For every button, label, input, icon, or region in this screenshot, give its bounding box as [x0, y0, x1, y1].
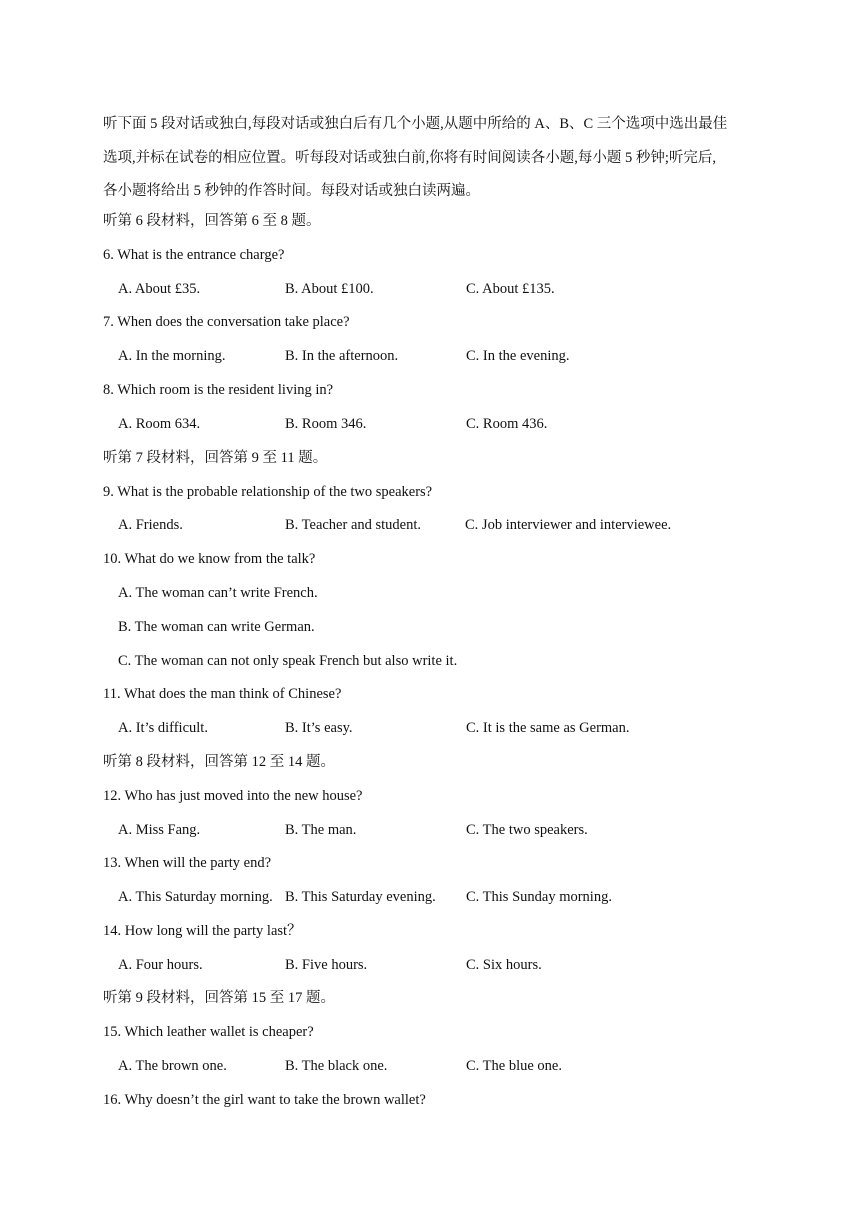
option-a: A. In the morning. [118, 348, 226, 364]
question-7: 7. When does the conversation take place? [103, 314, 350, 330]
option-b: B. The man. [285, 822, 357, 838]
option-a: A. Room 634. [118, 416, 201, 432]
option-c: C. About £135. [466, 281, 555, 297]
option-b: B. About £100. [285, 281, 374, 297]
section-header: 听第 6 段材料，回答第 6 至 8 题。 [103, 213, 321, 229]
question-9: 9. What is the probable relationship of the two speakers? [103, 484, 433, 500]
option-a: A. It’s difficult. [118, 720, 208, 736]
instructions-line: 选项,并标在试卷的相应位置。听每段对话或独白前,你将有时间阅读各小题,每小题 5 秒钟;听完后, [103, 149, 717, 166]
option-c: C. It is the same as German. [466, 720, 630, 736]
question-6: 6. What is the entrance charge? [103, 247, 285, 263]
option-c: C. The two speakers. [466, 822, 588, 838]
question-11: 11. What does the man think of Chinese? [103, 686, 342, 702]
option-c: C. The blue one. [466, 1058, 562, 1074]
option-a: A. The brown one. [118, 1058, 227, 1074]
instructions-line: 听下面 5 段对话或独白,每段对话或独白后有几个小题,从题中所给的 A、B、C 三个选项中选出最佳 [103, 116, 728, 132]
question-14: 14. How long will the party last？ [103, 923, 302, 939]
option-a: A. Miss Fang. [118, 822, 201, 838]
option-b: B. Room 346. [285, 416, 367, 432]
section-instructions [103, 108, 763, 209]
option-a: A. About £35. [118, 281, 201, 297]
instructions-line: 各小题将给出 5 秒钟的作答时间。每段对话或独白读两遍。 [103, 183, 480, 199]
option-b: B. Teacher and student. [285, 517, 422, 533]
question-16: 16. Why doesn’t the girl want to take the brown wallet? [103, 1092, 426, 1108]
option-b: B. This Saturday evening. [285, 889, 436, 905]
option-b: B. In the afternoon. [285, 348, 399, 364]
option-a: A. This Saturday morning. [118, 889, 273, 905]
option-a: A. Four hours. [118, 957, 203, 973]
question-15: 15. Which leather wallet is cheaper? [103, 1024, 314, 1040]
option-c: C. Room 436. [466, 416, 548, 432]
section-header: 听第 9 段材料，回答第 15 至 17 题。 [103, 990, 335, 1006]
option-b: B. It’s easy. [285, 720, 353, 736]
option-c: C. The woman can not only speak French but also write it. [118, 653, 458, 669]
option-b: B. The black one. [285, 1058, 388, 1074]
option-c: C. This Sunday morning. [466, 889, 612, 905]
question-8: 8. Which room is the resident living in? [103, 382, 334, 398]
option-a: A. Friends. [118, 517, 183, 533]
question-13: 13. When will the party end? [103, 855, 272, 871]
question-10: 10. What do we know from the talk? [103, 551, 316, 567]
option-b: B. Five hours. [285, 957, 368, 973]
option-c: C. Six hours. [466, 957, 542, 973]
option-b: B. The woman can write German. [118, 619, 315, 635]
option-c: C. Job interviewer and interviewee. [465, 517, 672, 533]
option-c: C. In the evening. [466, 348, 570, 364]
option-a: A. The woman can’t write French. [118, 585, 318, 601]
question-12: 12. Who has just moved into the new house? [103, 788, 363, 804]
section-header: 听第 7 段材料，回答第 9 至 11 题。 [103, 450, 328, 466]
section-header: 听第 8 段材料，回答第 12 至 14 题。 [103, 754, 335, 770]
